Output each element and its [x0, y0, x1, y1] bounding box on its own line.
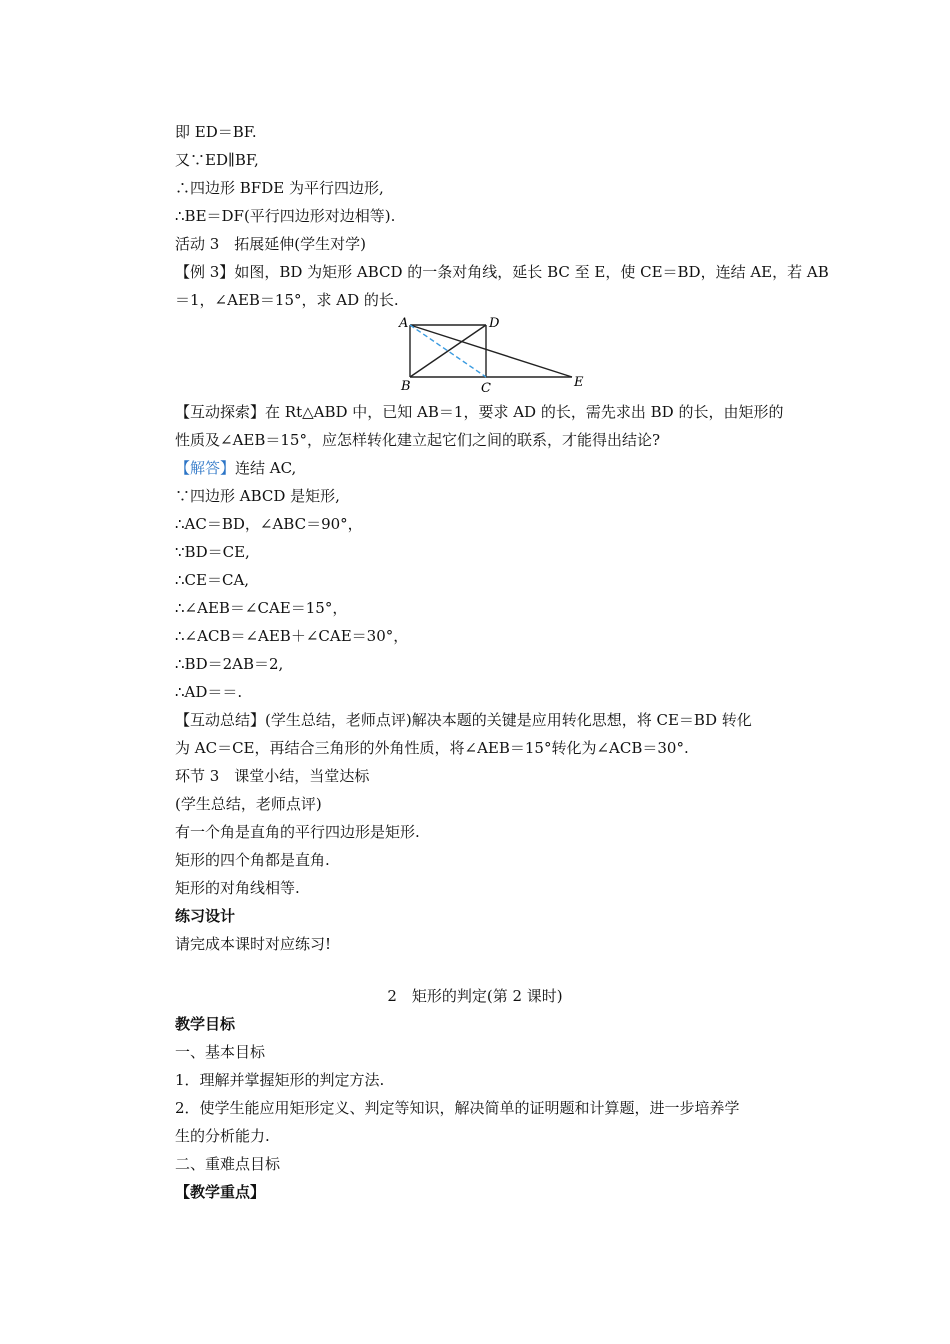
- summary-cont: 为 AC＝CE，再结合三角形的外角性质，将∠AEB＝15°转化为∠ACB＝30°.: [175, 739, 689, 757]
- answer-step: ∴BD＝2AB＝2,: [175, 655, 284, 673]
- practice-text: 请完成本课时对应练习!: [175, 935, 332, 953]
- text-line: ∴四边形 BFDE 为平行四边形,: [175, 179, 384, 197]
- answer-line: 【解答】连结 AC,: [175, 459, 297, 477]
- activity-heading: 活动 3 拓展延伸(学生对学): [175, 235, 367, 253]
- summary-label: 【互动总结】: [175, 711, 266, 729]
- explore-label: 【互动探索】: [175, 403, 266, 421]
- goals-title: 教学目标: [175, 1015, 236, 1033]
- text-line: 即 ED＝BF.: [175, 123, 257, 141]
- answer-step: ∴CE＝CA,: [175, 571, 250, 589]
- explore-line: 【互动探索】在 Rt△ABD 中，已知 AB＝1，要求 AD 的长，需先求出 BD 的长，由矩形的: [175, 403, 784, 421]
- text-line: 矩形的四个角都是直角.: [175, 851, 330, 869]
- answer-step: ∴AC＝BD，∠ABC＝90°，: [175, 515, 363, 533]
- example-3: [175, 262, 829, 282]
- text-line: 1．理解并掌握矩形的判定方法.: [175, 1071, 385, 1089]
- text-line: 生的分析能力.: [175, 1127, 270, 1145]
- summary-line: 【互动总结】(学生总结，老师点评)解决本题的关键是应用转化思想，将 CE＝BD 转化: [175, 711, 752, 729]
- example-text-cont: ＝1，∠AEB＝15°，求 AD 的长.: [175, 291, 399, 309]
- answer-step: ∴∠AEB＝∠CAE＝15°，: [175, 599, 348, 617]
- answer-label: 【解答】: [175, 459, 236, 477]
- answer-step: ∵BD＝CE,: [175, 543, 250, 561]
- label-b: B: [401, 379, 411, 394]
- explore-cont: 性质及∠AEB＝15°，应怎样转化建立起它们之间的联系，才能得出结论?: [175, 431, 661, 449]
- answer-step: ∵四边形 ABCD 是矩形,: [175, 487, 340, 505]
- label-e: E: [574, 375, 584, 390]
- text-line: 二、重难点目标: [175, 1155, 281, 1173]
- text-line: 又∵ED∥BF,: [175, 151, 259, 169]
- rectangle-figure: [396, 315, 592, 397]
- section-heading: 环节 3 课堂小结，当堂达标: [175, 767, 370, 785]
- answer-step: ∴∠ACB＝∠AEB＋∠CAE＝30°，: [175, 627, 409, 645]
- text-line: 2．使学生能应用矩形定义、判定等知识，解决简单的证明题和计算题，进一步培养学: [175, 1099, 740, 1117]
- answer-step: ∴AD＝＝.: [175, 683, 243, 701]
- focus-title: 【教学重点】: [175, 1183, 266, 1201]
- example-text: 如图，BD 为矩形 ABCD 的一条对角线，延长 BC 至 E，使 CE＝BD，连结 AE，若 AB: [234, 263, 829, 281]
- segment-ae: [410, 325, 572, 377]
- example-label: 【例 3】: [175, 263, 235, 281]
- label-c: C: [481, 381, 491, 396]
- label-d: D: [489, 316, 500, 331]
- label-a: A: [399, 316, 409, 331]
- text-line: 矩形的对角线相等.: [175, 879, 300, 897]
- text-line: 有一个角是直角的平行四边形是矩形.: [175, 823, 420, 841]
- practice-title: 练习设计: [175, 907, 236, 925]
- text-line: 一、基本目标: [175, 1043, 266, 1061]
- lesson-heading: 2 矩形的判定(第 2 课时): [387, 987, 563, 1005]
- text-line: (学生总结，老师点评): [175, 795, 322, 813]
- text-line: ∴BE＝DF(平行四边形对边相等).: [175, 207, 396, 225]
- diagonal-bd: [410, 325, 486, 377]
